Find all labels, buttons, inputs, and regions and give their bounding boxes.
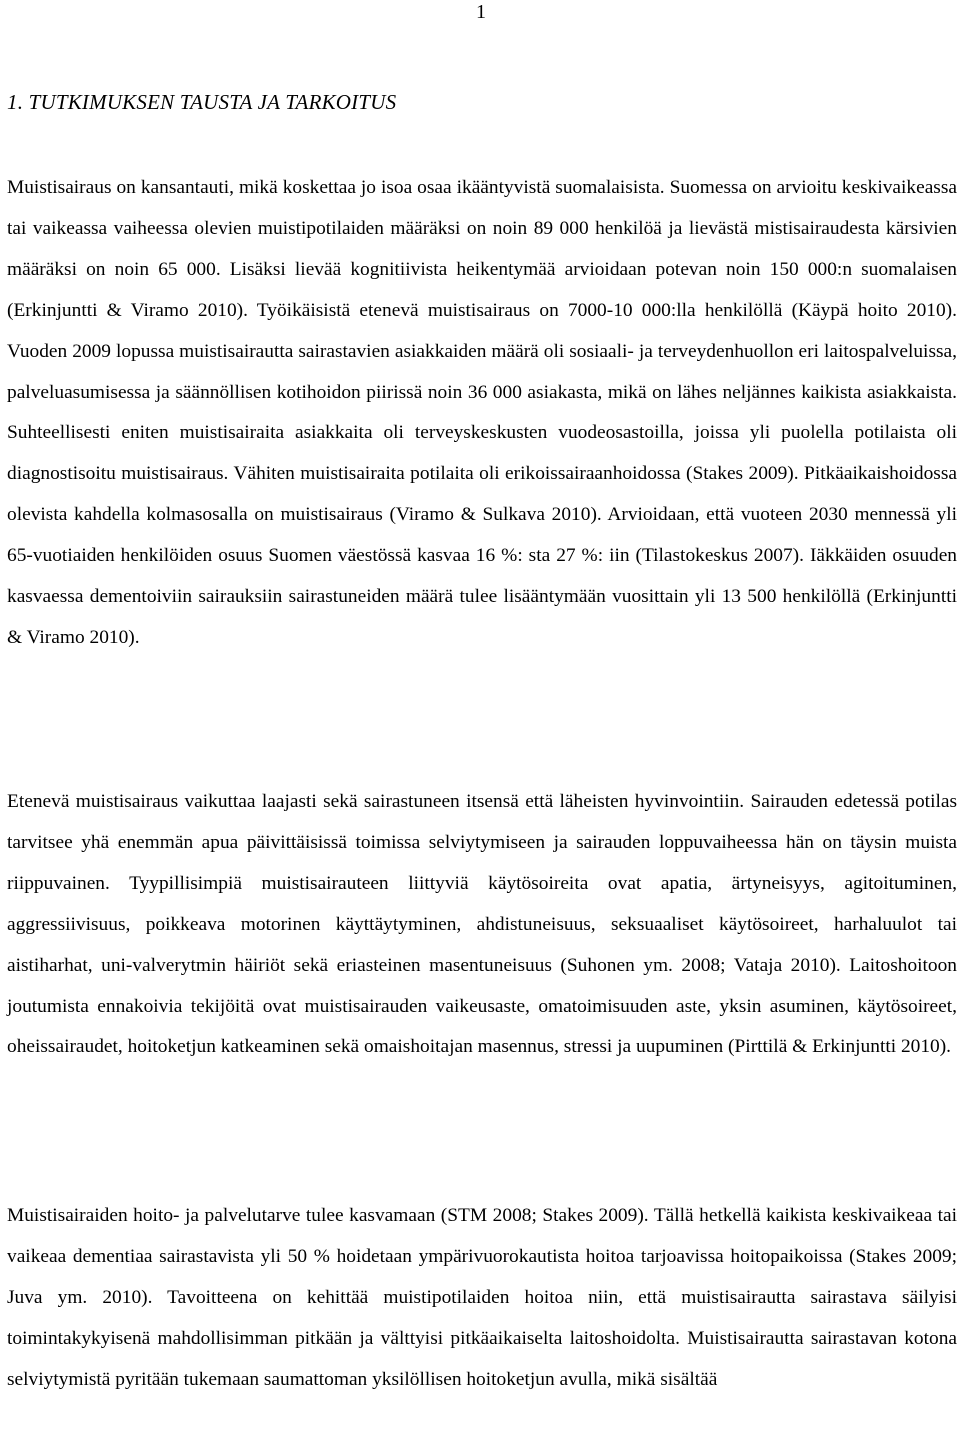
paragraph-3: Muistisairaiden hoito- ja palvelutarve tulee kasvamaan (STM 2008; Stakes 2009). Tällä hetkellä kaikista keskivaikeaa tai vaikeaa dementiaa sairastavista yli 50 % hoidetaan ympärivuorokautista hoitoa tarjoavissa hoitopaikoissa (Stakes 2009; Juva ym. 2010). Tavoitteena on kehittää muistipotilaiden hoitoa niin, että muistisairautta sairastava säilyisi toimintakykyisenä mahdollisimman pitkään ja välttyisi pitkäaikaiselta laitoshoidolta. Muistisairautta sairastavan kotona selviytymistä pyritään tukemaan saumattoman yksilöllisen hoitoketjun avulla, mikä sisältää xyxy=(7,1205,957,1390)
page-number: 1 xyxy=(476,1,486,23)
paragraph-1: Muistisairaus on kansantauti, mikä koskettaa jo isoa osaa ikääntyvistä suomalaisista. Suomessa on arvioitu keskivaikeassa tai vaikeassa vaiheessa olevien muistipotilaiden määräksi on noin 89 000 henkilöä ja lievästä mistisairaudesta kärsivien määräksi on noin 65 000. Lisäksi lievää kognitiivista heikentymää arvioidaan potevan noin 150 000:n suomalaisen (Erkinjuntti & Viramo 2010). Työikäisistä etenevä muistisairaus on 7000-10 000:lla henkilöllä (Käypä hoito 2010). Vuoden 2009 lopussa muistisairautta sairastavien asiakkaiden määrä oli sosiaali- ja terveydenhuollon eri laitospalveluissa, palveluasumisessa ja säännöllisen kotihoidon piirissä noin 36 000 asiakasta, mikä on lähes neljännes kaikista asiakkaista. Suhteellisesti eniten muistisairaita asiakkaita oli terveyskeskusten vuodeosastoilla, joissa yli puolella potilaista oli diagnostisoitu muistisairaus. Vähiten muistisairaita potilaita oli erikoissairaanhoidossa (Stakes 2009). Pitkäaikaishoidossa olevista kahdella kolmasosalla on muistisairaus (Viramo & Sulkava 2010). Arvioidaan, että vuoteen 2030 mennessä yli 65-vuotiaiden henkilöiden osuus Suomen väestössä kasvaa 16 %: sta 27 %: iin (Tilastokeskus 2007). Iäkkäiden osuuden kasvaessa dementoiviin sairauksiin sairastuneiden määrä tulee lisääntymään vuosittain yli 13 500 henkilöllä (Erkinjuntti & Viramo 2010). xyxy=(7,177,957,648)
paragraph-2: Etenevä muistisairaus vaikuttaa laajasti sekä sairastuneen itsensä että läheisten hyvinvointiin. Sairauden edetessä potilas tarvitsee yhä enemmän apua päivittäisissä toimissa selviytymiseen ja sairauden loppuvaiheessa hän on täysin muista riippuvainen. Tyypillisimpiä muistisairauteen liittyviä käytösoireita ovat apatia, ärtyneisyys, agitoituminen, aggressiivisuus, poikkeava motorinen käyttäytyminen, ahdistuneisuus, seksuaaliset käytösoireet, harhaluulot tai aistiharhat, uni-valverytmin häiriöt sekä eriasteinen masentuneisuus (Suhonen ym. 2008; Vataja 2010). Laitoshoitoon joutumista ennakoivia tekijöitä ovat muistisairauden vaikeusaste, omatoimisuuden aste, yksin asuminen, käytösoireet, oheissairaudet, hoitoketjun katkeaminen sekä omaishoitajan masennus, stressi ja uupuminen (Pirttilä & Erkinjuntti 2010). xyxy=(7,791,957,1058)
section-heading: 1. TUTKIMUKSEN TAUSTA JA TARKOITUS xyxy=(7,90,397,114)
